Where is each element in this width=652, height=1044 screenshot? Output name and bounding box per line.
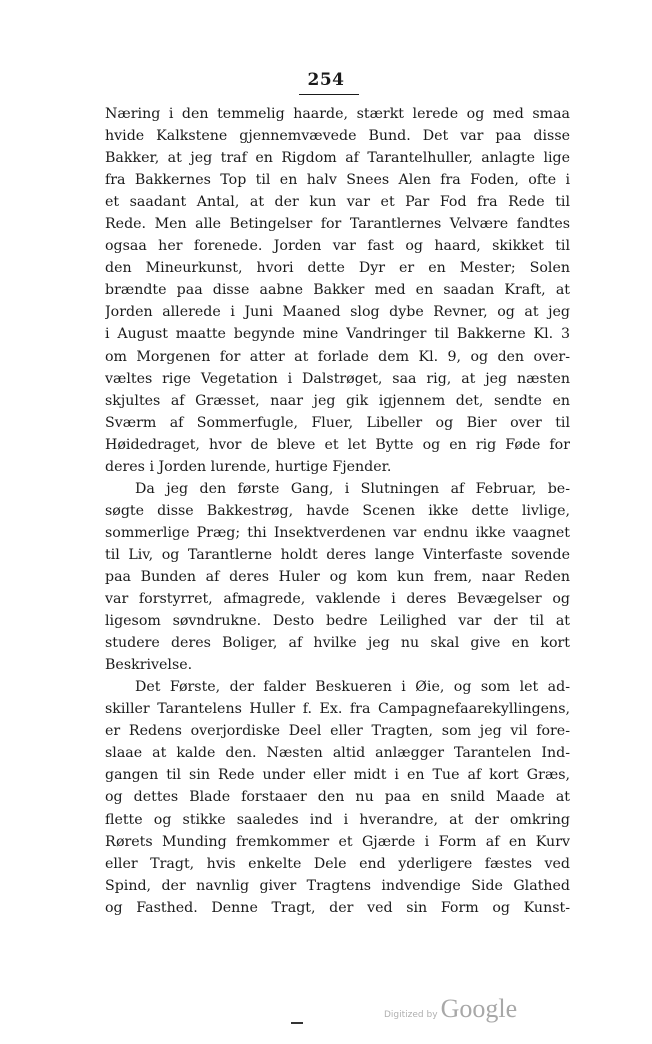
text-line: fra Bakkernes Top til en halv Snees Alen fra Foden, ofte i xyxy=(105,172,570,189)
google-logo-text: Google xyxy=(440,994,518,1023)
footer-mark xyxy=(291,1022,303,1024)
text-line: i August maatte begynde mine Vandringer til Bakkerne Kl. 3 xyxy=(105,326,570,343)
text-line: Det Første, der falder Beskueren i Øie, og som let ad- xyxy=(135,679,570,696)
text-line: deres i Jorden lurende, hurtige Fjender. xyxy=(105,458,392,475)
text-line: sommerlige Præg; thi Insektverdenen var endnu ikke vaagnet xyxy=(105,524,570,541)
text-line: Sværm af Sommerfugle, Fluer, Libeller og Bier over til xyxy=(105,414,570,431)
text-line: ogsaa her forenede. Jorden var fast og haard, skikket til xyxy=(105,238,570,255)
text-line: et saadant Antal, at der kun var et Par Fod fra Rede til xyxy=(105,194,570,211)
text-line: var forstyrret, afmagrede, vaklende i deres Bevægelser og xyxy=(105,591,570,608)
text-line: eller Tragt, hvis enkelte Dele end yderligere fæstes ved xyxy=(105,855,570,872)
text-line: Da jeg den første Gang, i Slutningen af Februar, be- xyxy=(135,480,570,497)
text-line: skjultes af Græsset, naar jeg gik igjennem det, sendte en xyxy=(105,392,570,409)
text-line: gangen til sin Rede under eller midt i en Tue af kort Græs, xyxy=(105,767,570,784)
text-line: Bakker, at jeg traf en Rigdom af Tarantelhuller, anlagte lige xyxy=(105,150,570,167)
watermark-prefix: Digitized by xyxy=(384,1010,438,1020)
text-line: Næring i den temmelig haarde, stærkt lerede og med smaa xyxy=(105,106,570,122)
text-line: og dettes Blade forstaaer den nu paa en snild Maade at xyxy=(105,789,570,806)
text-line: Rørets Munding fremkommer et Gjærde i Form af en Kurv xyxy=(105,833,570,850)
text-line: slaae at kalde den. Næsten altid anlægger Tarantelen Ind- xyxy=(105,745,570,762)
text-line: Jorden allerede i Juni Maaned slog dybe Revner, og at jeg xyxy=(105,304,570,321)
text-line: søgte disse Bakkestrøg, havde Scenen ikke dette livlige, xyxy=(105,502,570,519)
text-line: om Morgenen for atter at forlade dem Kl. 9, og den over- xyxy=(105,348,570,365)
google-watermark xyxy=(384,994,517,1034)
page-number: 254 xyxy=(307,70,345,90)
text-line: Beskrivelse. xyxy=(105,657,193,674)
text-line: til Liv, og Tarantlerne holdt deres lange Vinterfaste sovende xyxy=(105,546,570,563)
text-line: væltes rige Vegetation i Dalstrøget, saa rig, at jeg næsten xyxy=(105,370,570,387)
page-number-underline xyxy=(299,94,359,95)
text-line: flette og stikke saaledes ind i hverandre, at der omkring xyxy=(105,811,570,828)
text-line: hvide Kalkstene gjennemvævede Bund. Det var paa disse xyxy=(105,128,570,145)
text-line: Rede. Men alle Betingelser for Tarantlernes Velvære fandtes xyxy=(105,216,570,233)
text-line: den Mineurkunst, hvori dette Dyr er en Mester; Solen xyxy=(105,260,570,277)
text-line: er Redens overjordiske Deel eller Tragten, som jeg vil fore- xyxy=(105,723,570,740)
text-line: brændte paa disse aabne Bakker med en saadan Kraft, at xyxy=(105,282,570,299)
text-line: og Fasthed. Denne Tragt, der ved sin Form og Kunst- xyxy=(105,899,570,916)
text-line: Høidedraget, hvor de bleve et let Bytte og en rig Føde for xyxy=(105,436,570,453)
text-line: skiller Tarantelens Huller f. Ex. fra Campagnefaarekyllingens, xyxy=(105,701,570,718)
body-text xyxy=(105,103,570,919)
text-line: ligesom søvndrukne. Desto bedre Leilighed var der til at xyxy=(105,613,570,630)
text-line: Spind, der navnlig giver Tragtens indvendige Side Glathed xyxy=(105,877,570,894)
text-line: studere deres Boliger, af hvilke jeg nu skal give en kort xyxy=(105,635,570,652)
text-line: paa Bunden af deres Huler og kom kun frem, naar Reden xyxy=(105,568,570,585)
